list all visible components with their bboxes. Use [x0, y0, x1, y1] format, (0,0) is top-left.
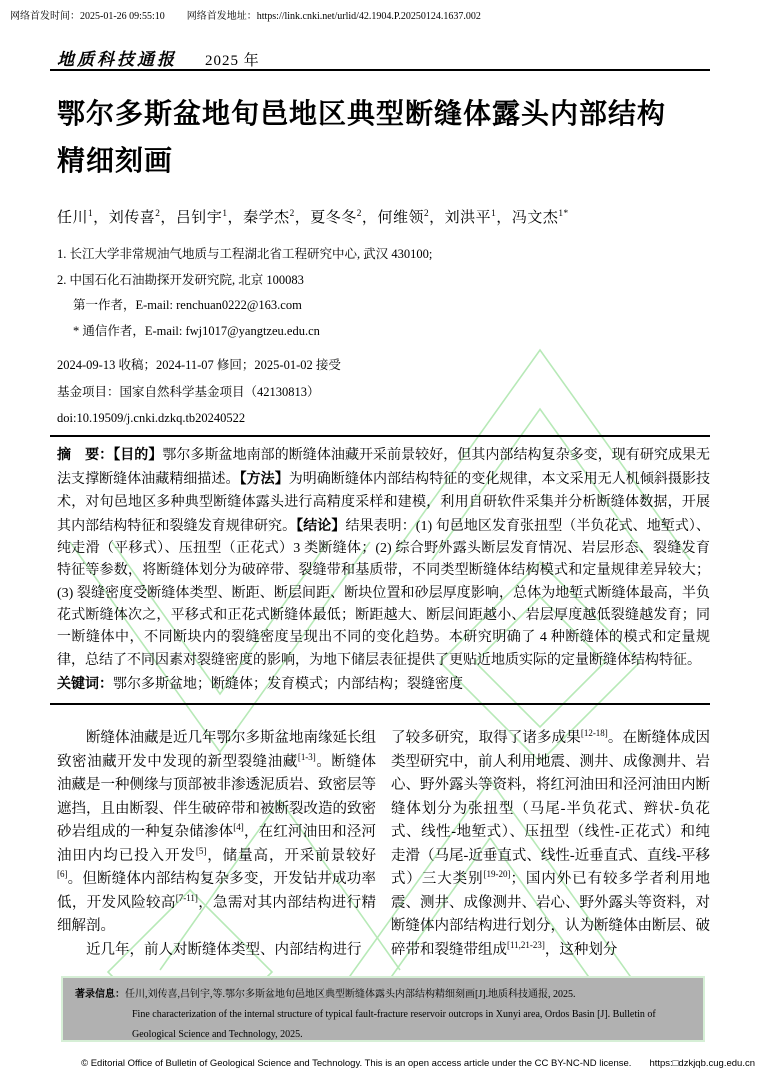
corresponding-author-email: * 通信作者，E-mail: fwj1017@yangtzeu.edu.cn — [73, 323, 320, 338]
abstract-rule-bottom — [50, 703, 710, 705]
body-paragraph-1: 断缝体油藏是近几年鄂尔多斯盆地南缘延长组致密油藏开发中发现的新型裂缝油藏[1-3]。断缝体油藏是一种侧缘与顶部被非渗透泥质岩、致密层等遮挡，且由断裂、伴生破碎带和被断裂改造的致密砂岩组成的一种复杂储渗体[4]，在红河油田和泾河油田内均已投入开发[5]，储量高，开采前景较好[6]。但断缝体内部结构复杂多变，开发钻井成功率低，开发风险较高[7-11]，急需对其内部结构进行精细解剖。 — [57, 730, 377, 934]
online-first-time: 2025-01-26 09:55:10 — [80, 11, 165, 22]
abstract-rule-top — [50, 435, 710, 437]
article-title — [57, 90, 717, 184]
online-first-url[interactable]: https://link.cnki.net/urlid/42.1904.P.20250124.1637.002 — [256, 11, 481, 22]
online-first-meta — [10, 7, 481, 22]
body-paragraph-2: 近几年，前人对断缝体类型、内部结构进行 — [86, 941, 362, 958]
journal-header — [57, 45, 260, 70]
citation-english: Fine characterization of the internal structure of typical fault-fracture reservoir outcrops in Xunyi area, Ordos Basin [J]. Bulletin of Geological Science and Technology, 2025. — [132, 1009, 656, 1040]
front-matter — [57, 242, 717, 344]
citation-chinese — [75, 985, 691, 1005]
citation-label: 著录信息： — [75, 989, 125, 1000]
footer-url[interactable]: https:□dzkjqb.cug.edu.cn — [649, 1058, 755, 1069]
first-author-email: 第一作者，E-mail: renchuan0222@163.com — [73, 298, 302, 312]
keywords-label: 关键词： — [57, 674, 113, 691]
authors-line: 任川$^1$，刘传喜$^2$，吕钊宇$^1$，秦学杰$^2$，夏冬冬$^2$，何维领$^2$，刘洪平$^1$，冯文杰$^{1*}$ — [57, 209, 569, 226]
abstract-paragraph: 摘 要：【目的】鄂尔多斯盆地南部的断缝体油藏开采前景较好，但其内部结构复杂多变，现有研究成果无法支撑断缝体油藏精细描述。【方法】为明确断缝体内部结构特征的变化规律，本文采用无人机倾斜摄影技术，对旬邑地区多种典型断缝体露头进行高精度采样和建模，利用自研软件采集并分析断缝体数据，开展其内部结构特征和裂缝发育规律研究。【结论】结果表明：(1) 旬邑地区发育张扭型（半负花式、地堑式）、纯走滑（平移式）、压扭型（正花式）3 类断缝体；(2) 综合野外露头断层发育情况、岩层形态、裂缝发育特征等参数，将断缝体划分为破碎带、裂缝带和基质带，不同类型断缝体结构模式和定量规律差异较大；(3) 裂缝密度受断缝体类型、断距、断层间距、断块位置和砂层厚度影响，总体为地堑式断缝体最高，半负花式断缝体次之，平移式和正花式断缝体最低；断距越大、断层间距越小、岩层厚度越低裂缝越发育；同一断缝体中，不同断块内的裂缝密度呈现出不同的变化趋势。本研究明确了 4 种断缝体的模式和定量规律，总结了不同因素对裂缝密度的影响，为地下储层表征提供了更贴近地质实际的定量断缝体结构特征。 — [57, 446, 711, 668]
affiliation-2: 2. 中国石化石油勘探开发研究院, 北京 100083 — [57, 272, 304, 287]
keywords-line — [57, 672, 710, 696]
citation-chinese-text: 任川,刘传喜,吕钊宇,等.鄂尔多斯盆地旬邑地区典型断缝体露头内部结构精细刻画[J].地质科技通报, 2025. — [125, 989, 576, 1000]
affiliation-1: 1. 长江大学非常规油气地质与工程湖北省工程研究中心, 武汉 430100; — [57, 247, 433, 261]
doi: doi:10.19509/j.cnki.dzkq.tb20240522 — [57, 411, 246, 425]
online-first-url-label: 网络首发地址： — [186, 11, 257, 22]
journal-name: 地质科技通报 — [57, 50, 177, 69]
article-title-line2: 精细刻画 — [57, 145, 174, 176]
funding-note: 基金项目：国家自然科学基金项目（42130813） — [57, 384, 320, 399]
body-column-left — [57, 727, 376, 962]
citation-box — [61, 976, 705, 1042]
page-footer — [0, 1058, 755, 1069]
header-rule — [50, 69, 710, 71]
online-first-time-label: 网络首发时间： — [10, 11, 80, 22]
abstract-section — [57, 443, 710, 696]
journal-year: 2025 年 — [205, 53, 260, 69]
received-revised-accepted: 2024-09-13 收稿；2024-11-07 修回；2025-01-02 接受 — [57, 358, 341, 372]
article-title-line1: 鄂尔多斯盆地旬邑地区典型断缝体露头内部结构 — [57, 98, 667, 129]
body-paragraph-3: 了较多研究，取得了诸多成果[12-18]。在断缝体成因类型研究中，前人利用地震、测井、成像测井、岩心、野外露头等资料，将红河油田和泾河油田内断缝体划分为张扭型（马尾-半负花式、辫状-负花式、线性-地堑式）、压扭型（线性-正花式）和纯走滑（马尾-近垂直式、线性-近垂直式、直线-平移式）三大类别[19-20]；国内外已有较多学者利用地震、测井、成像测井、岩心、野外露头等资料，对断缝体内部结构进行划分，认为断缝体由断层、破碎带和裂缝带组成[11,21-23]，这种划分 — [391, 728, 711, 958]
article-meta — [57, 352, 717, 432]
footer-copyright: © Editorial Office of Bulletin of Geological Science and Technology. This is an open access article under the CC BY-NC-ND license. — [81, 1058, 632, 1069]
body-column-right — [391, 727, 710, 962]
keywords-text: 鄂尔多斯盆地；断缝体；发育模式；内部结构；裂缝密度 — [113, 676, 463, 692]
